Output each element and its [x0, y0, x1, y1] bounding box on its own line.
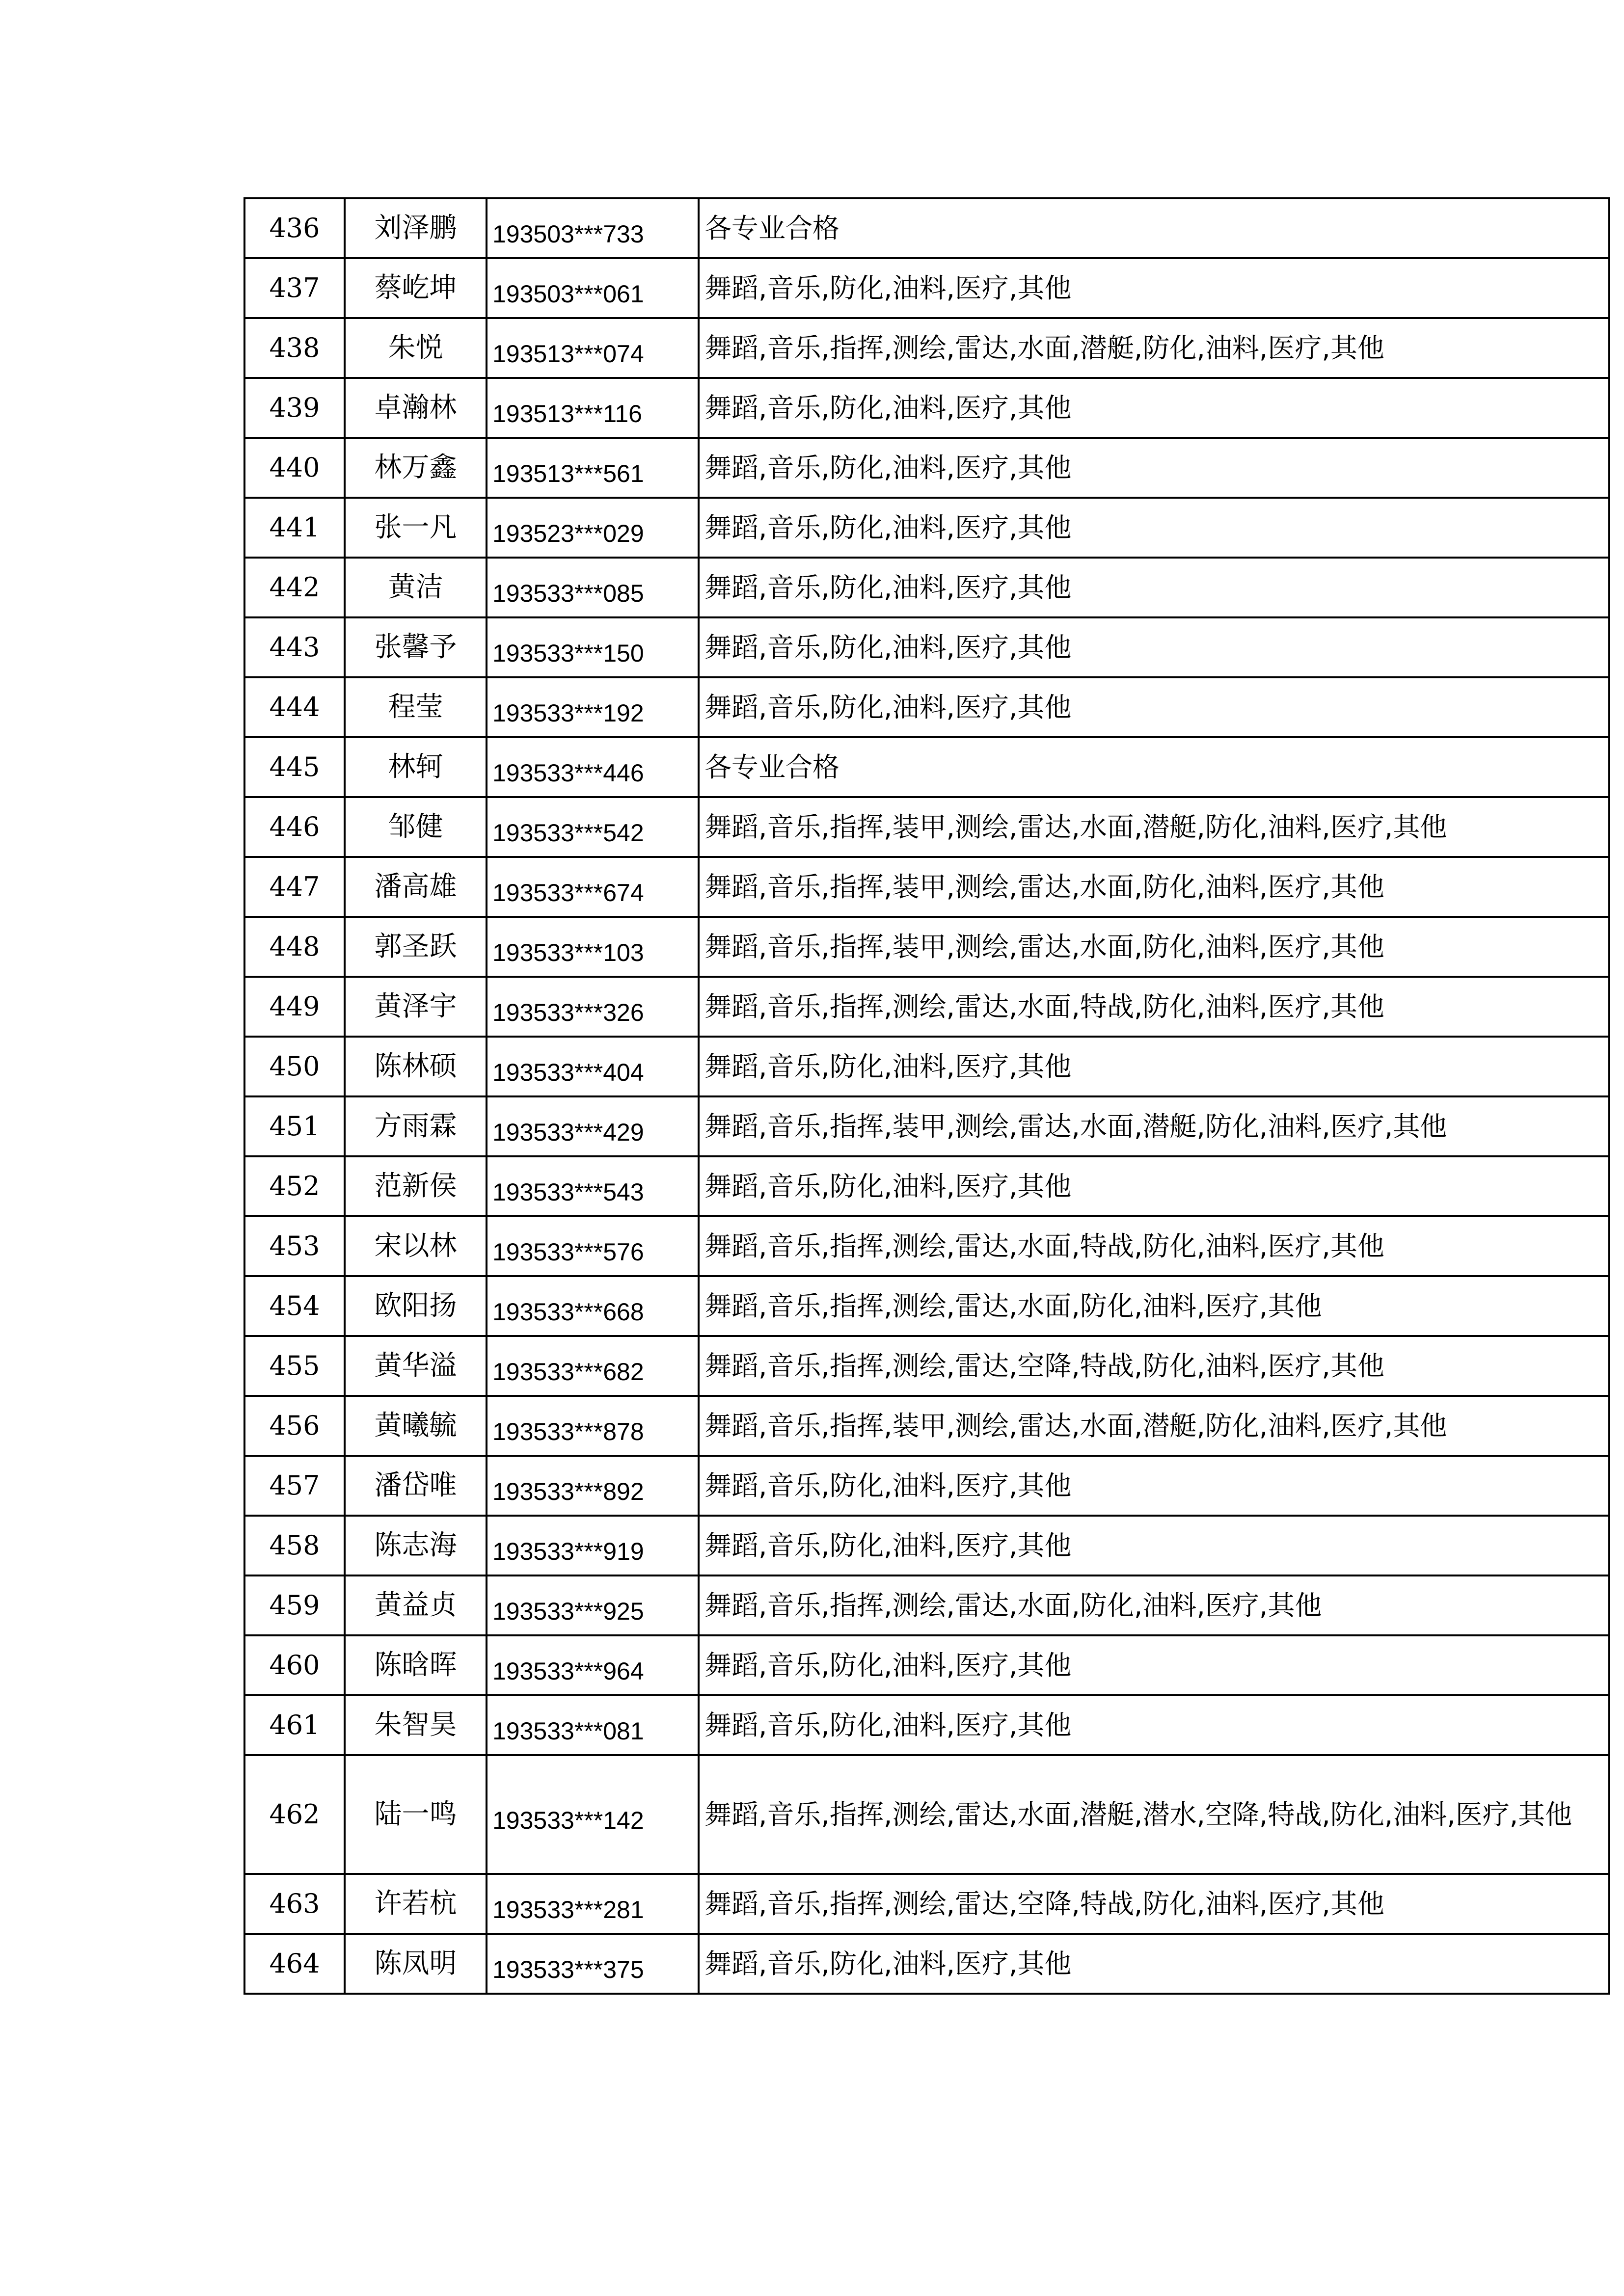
candidate-id: [487, 438, 699, 498]
table-row: [244, 438, 1609, 498]
row-number: 445: [244, 737, 345, 797]
candidate-id-text: 193513***116: [492, 400, 642, 427]
candidate-id-text: 193533***326: [492, 999, 644, 1026]
candidate-name: 潘高雄: [345, 857, 487, 917]
qualified-specialties: 舞蹈,音乐,指挥,装甲,测绘,雷达,水面,防化,油料,医疗,其他: [699, 917, 1609, 977]
candidate-id-text: 193533***576: [492, 1238, 644, 1266]
candidate-id: [487, 737, 699, 797]
candidate-id-text: 193533***281: [492, 1896, 644, 1923]
row-number: 437: [244, 258, 345, 318]
candidate-id-text: 193523***029: [492, 520, 644, 547]
row-number: 457: [244, 1456, 345, 1516]
candidate-id-text: 193533***103: [492, 939, 644, 966]
row-number: 463: [244, 1874, 345, 1934]
row-number: 449: [244, 977, 345, 1037]
candidate-name: 林轲: [345, 737, 487, 797]
qualified-specialties: 舞蹈,音乐,防化,油料,医疗,其他: [699, 378, 1609, 438]
table-row: [244, 1216, 1609, 1276]
qualified-specialties: 舞蹈,音乐,防化,油料,医疗,其他: [699, 1516, 1609, 1575]
candidate-id: [487, 198, 699, 258]
row-number: 436: [244, 198, 345, 258]
candidate-id: [487, 378, 699, 438]
candidate-name: 黄华溢: [345, 1336, 487, 1396]
table-row: [244, 1276, 1609, 1336]
candidate-id-text: 193533***542: [492, 819, 644, 847]
candidate-name: 刘泽鹏: [345, 198, 487, 258]
candidate-id-text: 193533***674: [492, 879, 644, 907]
candidate-id: [487, 1096, 699, 1156]
qualified-specialties: 舞蹈,音乐,指挥,装甲,测绘,雷达,水面,防化,油料,医疗,其他: [699, 857, 1609, 917]
candidate-name: 黄曦毓: [345, 1396, 487, 1456]
candidate-id-text: 193533***919: [492, 1538, 644, 1565]
candidate-id-text: 193533***446: [492, 759, 644, 787]
candidate-id: [487, 797, 699, 857]
candidate-id-text: 193513***561: [492, 460, 644, 487]
row-number: 440: [244, 438, 345, 498]
table-row: [244, 318, 1609, 378]
qualified-specialties: 舞蹈,音乐,防化,油料,医疗,其他: [699, 258, 1609, 318]
candidate-id-text: 193533***892: [492, 1478, 644, 1505]
table-row: [244, 617, 1609, 677]
candidate-name: 张一凡: [345, 498, 487, 558]
row-number: 451: [244, 1096, 345, 1156]
table-row: [244, 1096, 1609, 1156]
candidate-id-text: 193533***142: [492, 1807, 644, 1834]
candidate-id: [487, 1037, 699, 1096]
candidate-name: 陈凤明: [345, 1934, 487, 1994]
table-row: [244, 1934, 1609, 1994]
table-row: [244, 1396, 1609, 1456]
candidate-id: [487, 318, 699, 378]
table-row: [244, 1456, 1609, 1516]
candidate-id: [487, 1874, 699, 1934]
row-number: 443: [244, 617, 345, 677]
candidate-id-text: 193533***375: [492, 1956, 644, 1983]
candidate-id-text: 193533***404: [492, 1059, 644, 1086]
candidate-id: [487, 917, 699, 977]
row-number: 455: [244, 1336, 345, 1396]
table-row: [244, 558, 1609, 617]
candidate-id: [487, 1575, 699, 1635]
candidate-id-text: 193533***085: [492, 580, 644, 607]
candidate-id: [487, 558, 699, 617]
row-number: 438: [244, 318, 345, 378]
row-number: 441: [244, 498, 345, 558]
row-number: 446: [244, 797, 345, 857]
qualified-specialties: 各专业合格: [699, 198, 1609, 258]
candidate-name: 朱智昊: [345, 1695, 487, 1755]
table-row: [244, 1037, 1609, 1096]
candidate-id: [487, 1156, 699, 1216]
row-number: 459: [244, 1575, 345, 1635]
candidate-name: 蔡屹坤: [345, 258, 487, 318]
candidate-id: [487, 1934, 699, 1994]
candidate-name: 黄泽宇: [345, 977, 487, 1037]
candidate-name: 黄洁: [345, 558, 487, 617]
qualified-specialties: 舞蹈,音乐,防化,油料,医疗,其他: [699, 1037, 1609, 1096]
qualified-specialties: 舞蹈,音乐,防化,油料,医疗,其他: [699, 1635, 1609, 1695]
row-number: 460: [244, 1635, 345, 1695]
table-row: [244, 1516, 1609, 1575]
qualified-specialties: 舞蹈,音乐,指挥,装甲,测绘,雷达,水面,潜艇,防化,油料,医疗,其他: [699, 797, 1609, 857]
qualified-specialties: 舞蹈,音乐,指挥,测绘,雷达,水面,防化,油料,医疗,其他: [699, 1575, 1609, 1635]
candidate-name: 林万鑫: [345, 438, 487, 498]
candidate-name: 欧阳扬: [345, 1276, 487, 1336]
candidate-id: [487, 1516, 699, 1575]
table-row: [244, 1695, 1609, 1755]
qualified-specialties: 舞蹈,音乐,指挥,装甲,测绘,雷达,水面,潜艇,防化,油料,医疗,其他: [699, 1096, 1609, 1156]
qualified-specialties: 舞蹈,音乐,指挥,测绘,雷达,水面,潜艇,防化,油料,医疗,其他: [699, 318, 1609, 378]
qualified-specialties: 舞蹈,音乐,指挥,装甲,测绘,雷达,水面,潜艇,防化,油料,医疗,其他: [699, 1396, 1609, 1456]
table-row: [244, 1635, 1609, 1695]
table-row: [244, 857, 1609, 917]
qualified-specialties: 舞蹈,音乐,防化,油料,医疗,其他: [699, 617, 1609, 677]
candidate-id-text: 193533***081: [492, 1717, 644, 1745]
candidate-name: 朱悦: [345, 318, 487, 378]
candidate-name: 潘岱唯: [345, 1456, 487, 1516]
candidate-id-text: 193533***429: [492, 1119, 644, 1146]
table-row: [244, 198, 1609, 258]
table-row: [244, 378, 1609, 438]
candidate-name: 方雨霖: [345, 1096, 487, 1156]
qualified-specialties: 舞蹈,音乐,防化,油料,医疗,其他: [699, 1934, 1609, 1994]
qualified-specialties: 舞蹈,音乐,防化,油料,医疗,其他: [699, 1456, 1609, 1516]
candidate-id: [487, 857, 699, 917]
candidate-id: [487, 1456, 699, 1516]
candidate-id: [487, 258, 699, 318]
candidate-name: 范新侯: [345, 1156, 487, 1216]
candidate-id-text: 193533***668: [492, 1298, 644, 1326]
candidate-name: 黄益贞: [345, 1575, 487, 1635]
row-number: 439: [244, 378, 345, 438]
qualified-specialties: 舞蹈,音乐,防化,油料,医疗,其他: [699, 1695, 1609, 1755]
row-number: 456: [244, 1396, 345, 1456]
table-row: [244, 1336, 1609, 1396]
row-number: 462: [244, 1755, 345, 1874]
row-number: 447: [244, 857, 345, 917]
candidate-name: 卓瀚林: [345, 378, 487, 438]
candidate-id: [487, 1336, 699, 1396]
row-number: 454: [244, 1276, 345, 1336]
qualified-specialties: 舞蹈,音乐,指挥,测绘,雷达,空降,特战,防化,油料,医疗,其他: [699, 1336, 1609, 1396]
table-row: [244, 1575, 1609, 1635]
candidate-name: 陆一鸣: [345, 1755, 487, 1874]
row-number: 450: [244, 1037, 345, 1096]
qualified-specialties: 舞蹈,音乐,防化,油料,医疗,其他: [699, 498, 1609, 558]
qualified-specialties: 舞蹈,音乐,防化,油料,医疗,其他: [699, 677, 1609, 737]
qualified-specialties: 舞蹈,音乐,防化,油料,医疗,其他: [699, 1156, 1609, 1216]
results-table-body: [244, 198, 1609, 1994]
qualified-specialties: 舞蹈,音乐,指挥,测绘,雷达,水面,防化,油料,医疗,其他: [699, 1276, 1609, 1336]
candidate-name: 许若杭: [345, 1874, 487, 1934]
table-row: [244, 797, 1609, 857]
table-row: [244, 258, 1609, 318]
row-number: 452: [244, 1156, 345, 1216]
row-number: 444: [244, 677, 345, 737]
table-row: [244, 737, 1609, 797]
candidate-id-text: 193533***878: [492, 1418, 644, 1445]
qualified-specialties: 舞蹈,音乐,防化,油料,医疗,其他: [699, 558, 1609, 617]
candidate-name: 程莹: [345, 677, 487, 737]
candidate-id-text: 193533***543: [492, 1178, 644, 1206]
table-row: [244, 917, 1609, 977]
candidate-id-text: 193533***150: [492, 640, 644, 667]
candidate-id: [487, 1276, 699, 1336]
candidate-name: 宋以林: [345, 1216, 487, 1276]
candidate-name: 张馨予: [345, 617, 487, 677]
table-row: [244, 1874, 1609, 1934]
candidate-id-text: 193533***682: [492, 1358, 644, 1386]
table-row: [244, 498, 1609, 558]
candidate-name: 陈志海: [345, 1516, 487, 1575]
candidate-id: [487, 1755, 699, 1874]
row-number: 458: [244, 1516, 345, 1575]
candidate-id-text: 193503***061: [492, 280, 644, 308]
candidate-id: [487, 617, 699, 677]
row-number: 442: [244, 558, 345, 617]
candidate-id-text: 193503***733: [492, 220, 644, 248]
row-number: 448: [244, 917, 345, 977]
candidate-name: 陈林硕: [345, 1037, 487, 1096]
candidate-id: [487, 1695, 699, 1755]
row-number: 464: [244, 1934, 345, 1994]
candidate-name: 郭圣跃: [345, 917, 487, 977]
table-row: [244, 677, 1609, 737]
candidate-id: [487, 498, 699, 558]
candidate-id: [487, 1396, 699, 1456]
qualified-specialties: 各专业合格: [699, 737, 1609, 797]
candidate-name: 陈晗晖: [345, 1635, 487, 1695]
candidate-id: [487, 1635, 699, 1695]
candidate-id-text: 193533***192: [492, 699, 644, 727]
row-number: 453: [244, 1216, 345, 1276]
table-row: [244, 977, 1609, 1037]
qualified-specialties: 舞蹈,音乐,防化,油料,医疗,其他: [699, 438, 1609, 498]
candidate-id-text: 193533***925: [492, 1598, 644, 1625]
results-table: [244, 197, 1610, 1995]
qualified-specialties: 舞蹈,音乐,指挥,测绘,雷达,水面,潜艇,潜水,空降,特战,防化,油料,医疗,其他: [699, 1755, 1609, 1874]
table-row: [244, 1755, 1609, 1874]
candidate-id: [487, 977, 699, 1037]
row-number: 461: [244, 1695, 345, 1755]
qualified-specialties: 舞蹈,音乐,指挥,测绘,雷达,空降,特战,防化,油料,医疗,其他: [699, 1874, 1609, 1934]
candidate-id-text: 193533***964: [492, 1657, 644, 1685]
candidate-id: [487, 1216, 699, 1276]
table-row: [244, 1156, 1609, 1216]
qualified-specialties: 舞蹈,音乐,指挥,测绘,雷达,水面,特战,防化,油料,医疗,其他: [699, 1216, 1609, 1276]
candidate-name: 邹健: [345, 797, 487, 857]
candidate-id: [487, 677, 699, 737]
candidate-id-text: 193513***074: [492, 340, 644, 368]
qualified-specialties: 舞蹈,音乐,指挥,测绘,雷达,水面,特战,防化,油料,医疗,其他: [699, 977, 1609, 1037]
